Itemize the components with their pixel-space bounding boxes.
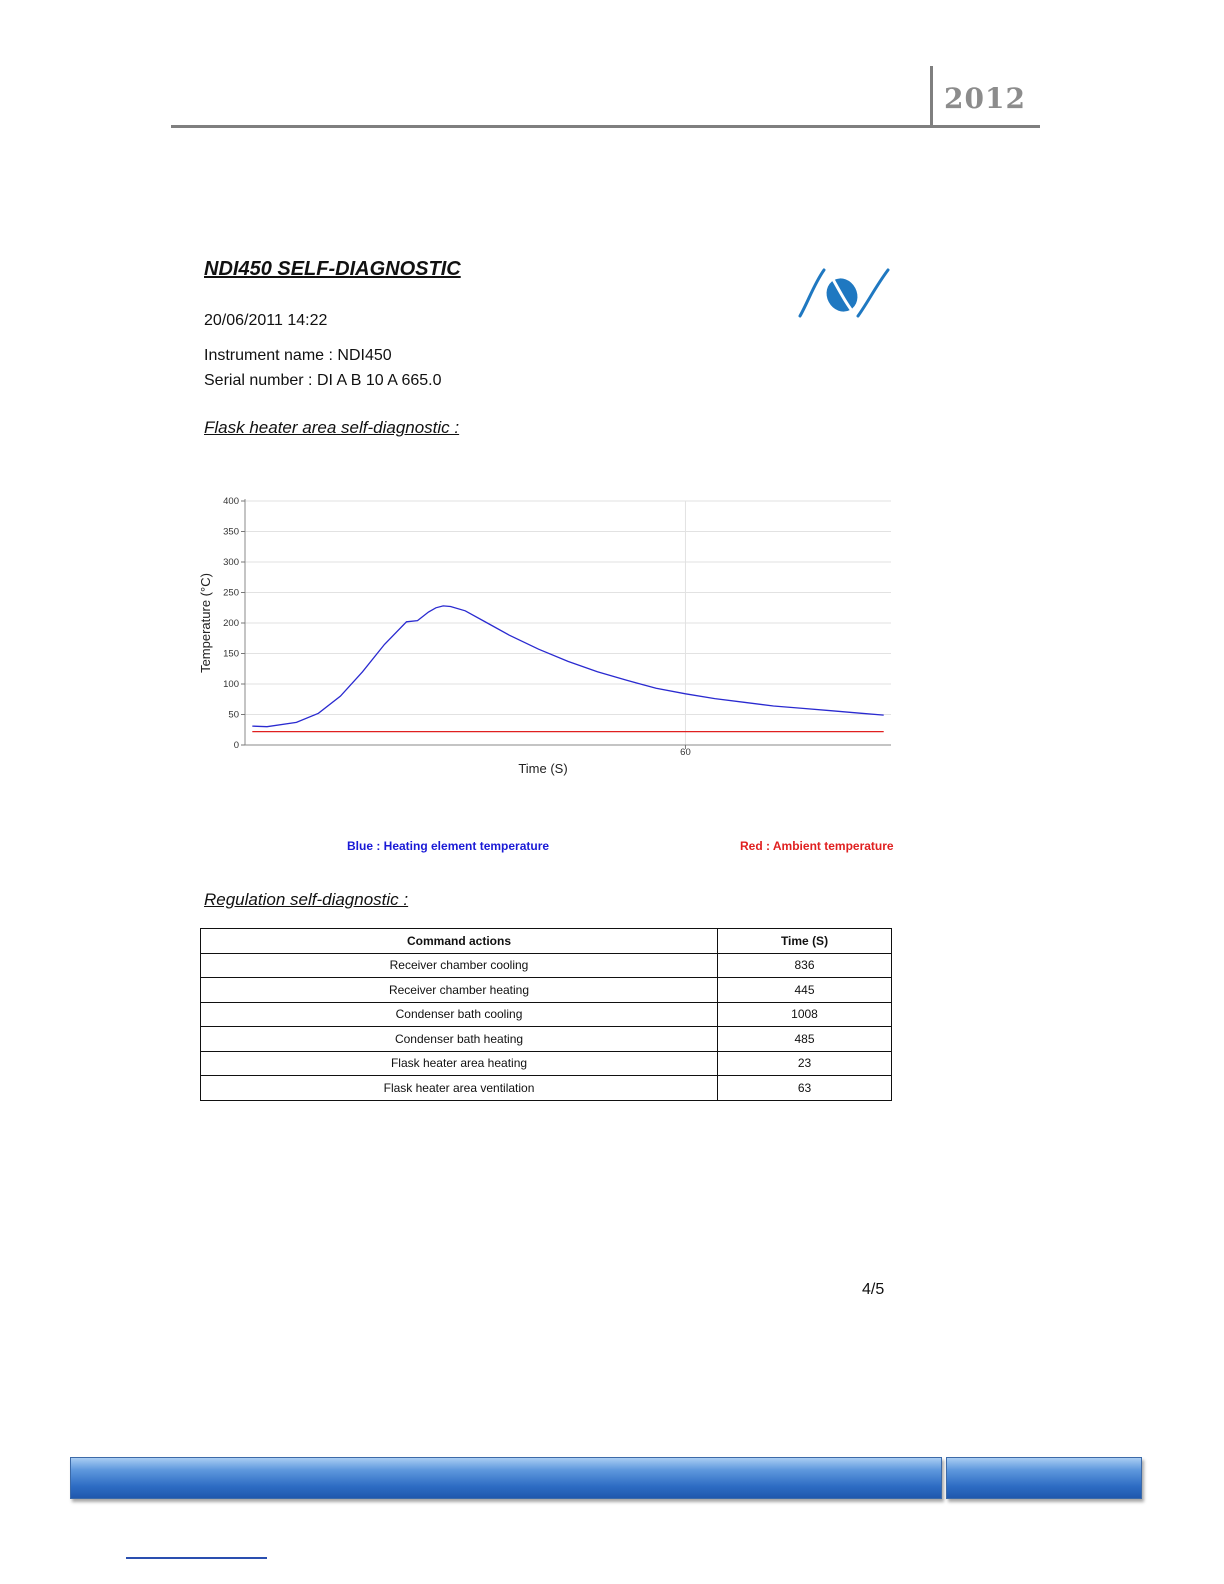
footer-link-underline bbox=[126, 1557, 267, 1559]
x-tick-label: 60 bbox=[680, 747, 691, 758]
temperature-chart bbox=[196, 490, 900, 785]
table-row bbox=[201, 1076, 892, 1101]
x-axis-label: Time (S) bbox=[518, 761, 568, 776]
y-tick-label: 0 bbox=[233, 740, 239, 751]
chart-series bbox=[252, 606, 883, 732]
time-cell: 63 bbox=[718, 1076, 892, 1101]
y-tick-label: 100 bbox=[223, 679, 239, 690]
y-axis-label: Temperature (°C) bbox=[198, 573, 213, 673]
legend-heating-element: Blue : Heating element temperature bbox=[347, 839, 550, 853]
flask-section-title: Flask heater area self-diagnostic : bbox=[204, 418, 460, 437]
company-logo-icon bbox=[796, 266, 892, 320]
page-number: 4/5 bbox=[862, 1281, 885, 1298]
y-tick-label: 250 bbox=[223, 587, 239, 599]
header-divider bbox=[930, 66, 933, 126]
y-tick-label: 300 bbox=[223, 557, 239, 568]
y-tick-label: 150 bbox=[223, 648, 239, 660]
y-tick-label: 350 bbox=[223, 526, 239, 538]
table-row bbox=[201, 1051, 892, 1076]
legend-ambient: Red : Ambient temperature bbox=[740, 839, 894, 853]
y-tick-label: 400 bbox=[223, 496, 239, 507]
command-action-cell: Condenser bath heating bbox=[201, 1027, 718, 1052]
report-title: NDI450 SELF-DIAGNOSTIC bbox=[204, 258, 461, 280]
table-row bbox=[201, 1027, 892, 1052]
command-action-cell: Receiver chamber heating bbox=[201, 978, 718, 1003]
table-row bbox=[201, 1002, 892, 1027]
column-header-time: Time (S) bbox=[718, 929, 892, 954]
regulation-section-title: Regulation self-diagnostic : bbox=[204, 890, 409, 909]
chart-grid bbox=[245, 501, 891, 745]
time-cell: 485 bbox=[718, 1027, 892, 1052]
heating-element-series-line bbox=[252, 606, 883, 727]
table-row bbox=[201, 978, 892, 1003]
header-rule bbox=[171, 125, 1040, 128]
time-cell: 445 bbox=[718, 978, 892, 1003]
time-cell: 836 bbox=[718, 953, 892, 978]
report-date: 20/06/2011 14:22 bbox=[204, 312, 328, 329]
time-cell: 23 bbox=[718, 1051, 892, 1076]
table-header-row bbox=[201, 929, 892, 954]
column-header-command-actions: Command actions bbox=[201, 929, 718, 954]
footer-bar-side bbox=[946, 1457, 1142, 1499]
instrument-name: Instrument name : NDI450 bbox=[204, 347, 392, 364]
time-cell: 1008 bbox=[718, 1002, 892, 1027]
chart-ticks bbox=[223, 496, 691, 758]
command-action-cell: Receiver chamber cooling bbox=[201, 953, 718, 978]
command-action-cell: Flask heater area heating bbox=[201, 1051, 718, 1076]
table-row bbox=[201, 953, 892, 978]
header-year: 2012 bbox=[944, 82, 1026, 115]
serial-number: Serial number : DI A B 10 A 665.0 bbox=[204, 372, 442, 389]
command-action-cell: Flask heater area ventilation bbox=[201, 1076, 718, 1101]
regulation-table bbox=[200, 928, 892, 1101]
y-tick-label: 50 bbox=[228, 709, 239, 721]
command-action-cell: Condenser bath cooling bbox=[201, 1002, 718, 1027]
y-tick-label: 200 bbox=[223, 618, 239, 629]
footer-bar-main bbox=[70, 1457, 942, 1499]
